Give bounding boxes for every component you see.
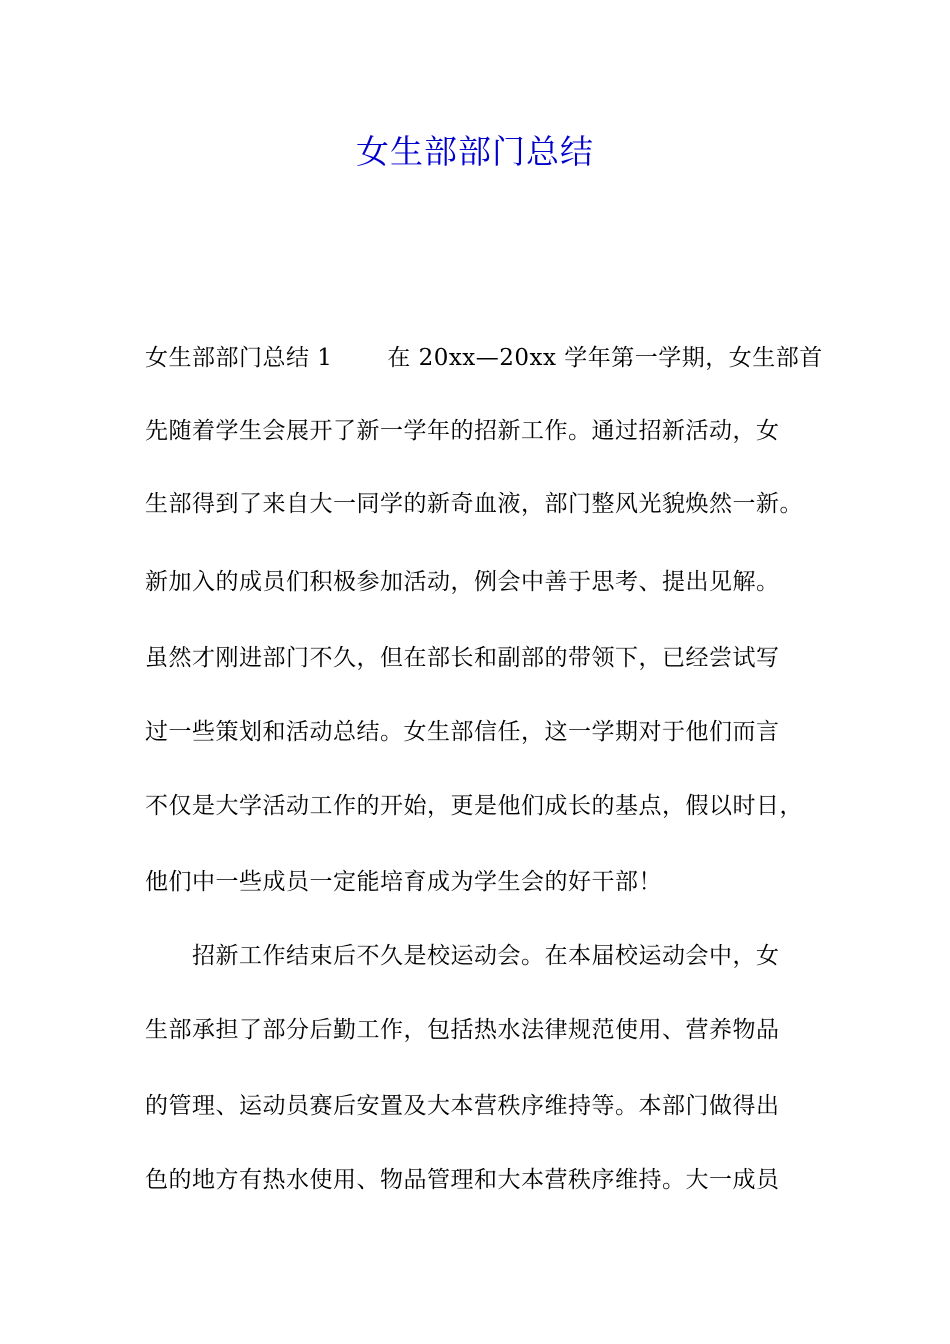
body-line-7: 不仅是大学活动工作的开始，更是他们成长的基点，假以时日， (145, 793, 803, 819)
body-line-6: 过一些策划和活动总结。女生部信任，这一学期对于他们而言 (145, 719, 780, 745)
body-line-11: 的管理、运动员赛后安置及大本营秩序维持等。本部门做得出 (145, 1093, 780, 1119)
body-line-5: 虽然才刚进部门不久，但在部长和副部的带领下，已经尝试写 (145, 645, 780, 671)
body-line-1: 女生部部门总结 1 在 20xx—20xx 学年第一学期，女生部首 (145, 345, 823, 371)
body-line-2: 先随着学生会展开了新一学年的招新工作。通过招新活动，女 (145, 418, 780, 444)
body-line-3: 生部得到了来自大一同学的新奇血液，部门整风光貌焕然一新。 (145, 491, 803, 517)
body-line-8: 他们中一些成员一定能培育成为学生会的好干部！ (145, 869, 662, 895)
body-line-9: 招新工作结束后不久是校运动会。在本届校运动会中，女 (145, 943, 780, 969)
page-title: 女生部部门总结 (356, 132, 594, 171)
body-line-10: 生部承担了部分后勤工作，包括热水法律规范使用、营养物品 (145, 1017, 780, 1043)
body-line-12: 色的地方有热水使用、物品管理和大本营秩序维持。大一成员 (145, 1167, 780, 1193)
body-line-4: 新加入的成员们积极参加活动，例会中善于思考、提出见解。 (145, 569, 780, 595)
